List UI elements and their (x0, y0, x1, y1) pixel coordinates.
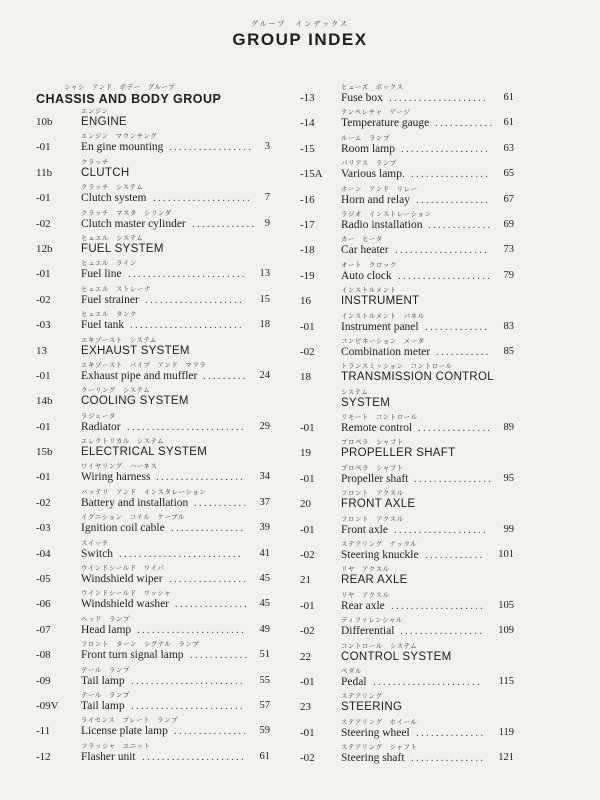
entry-page-number: 37 (259, 496, 270, 508)
entry-title: Fuel strainer (81, 293, 139, 306)
entry-code: -09 (36, 674, 51, 687)
entry-ruby: ラジオ インストレーション (341, 209, 432, 218)
index-entry (300, 590, 516, 615)
entry-ruby: ラジェータ (81, 411, 116, 420)
page-title (0, 20, 600, 50)
entry-page-number: 83 (503, 320, 514, 332)
entry-page-number: 59 (259, 725, 270, 737)
entry-ruby: クーリング システム (81, 386, 151, 395)
entry-code: 21 (300, 574, 311, 587)
entry-title: Steering wheel (341, 726, 410, 739)
page-title-wrap (232, 20, 368, 50)
index-entry (300, 158, 516, 183)
dot-leader: ................... (391, 599, 486, 612)
index-section-heading (300, 387, 516, 412)
entry-title: Exhaust pipe and muffler (81, 369, 198, 382)
entry-title: CONTROL SYSTEM (341, 650, 452, 663)
entry-ruby: ワイヤリング ハーネス (81, 462, 158, 471)
entry-code: -13 (300, 92, 315, 104)
entry-page-number: 105 (498, 599, 514, 611)
dot-leader: ........................ (128, 268, 247, 281)
entry-page-number: 55 (259, 674, 270, 686)
entry-page-number: 39 (259, 522, 270, 534)
entry-title: Various lamp. (341, 168, 405, 181)
entry-ruby: コントロール システム (341, 641, 418, 650)
entry-code: -01 (36, 268, 51, 281)
entry-page-number: 61 (259, 750, 270, 762)
index-entry (36, 487, 271, 512)
entry-title: Head lamp (81, 623, 132, 636)
entry-code: -02 (36, 293, 51, 306)
index-entry (36, 461, 271, 486)
dot-leader: ................... (394, 523, 489, 536)
entry-code: 15b (36, 446, 53, 459)
dot-leader: ................. (400, 625, 485, 638)
entry-ruby: リモート コントロール (341, 413, 418, 422)
entry-page-number: 63 (503, 142, 514, 154)
dot-leader: .............. (416, 726, 486, 739)
entry-code: -12 (36, 750, 51, 763)
entry-title: Windshield wiper (81, 573, 163, 586)
entry-title: Ignition coil cable (81, 522, 165, 535)
entry-code: -01 (36, 471, 51, 484)
entry-ruby: プロペラ シャフト (341, 438, 404, 447)
entry-page-number: 34 (259, 471, 270, 483)
dot-leader: ................ (411, 168, 491, 181)
index-section-heading (300, 641, 516, 666)
entry-title: Wiring harness (81, 471, 151, 484)
entry-ruby: ヘッド ランプ (81, 614, 130, 623)
entry-page-number: 79 (503, 269, 514, 281)
entry-ruby: ペダル (341, 666, 362, 675)
entry-title: Combination meter (341, 345, 431, 358)
entry-code: 20 (300, 498, 311, 511)
entry-title: Horn and relay (341, 193, 410, 206)
entry-title: Flasher unit (81, 750, 136, 763)
index-entry (36, 182, 271, 207)
entry-title: License plate lamp (81, 725, 168, 738)
entry-title: Temperature gauge (341, 117, 430, 130)
entry-code: -18 (300, 244, 315, 257)
entry-title: INSTRUMENT (341, 295, 420, 308)
page-title-ruby: グループ インデックス (250, 20, 350, 28)
entry-ruby: ウインドシールド ワイパ (81, 564, 165, 573)
entry-ruby: フラッシャ ユニット (81, 741, 151, 750)
index-section-heading (36, 335, 271, 360)
index-entry (300, 184, 516, 209)
dot-leader: ................... (398, 269, 493, 282)
entry-page-number: 7 (264, 192, 270, 204)
index-section-heading (36, 233, 271, 258)
entry-code: -06 (36, 598, 51, 611)
index-entry (300, 234, 516, 259)
entry-title: ELECTRICAL SYSTEM (81, 446, 208, 459)
dot-leader: ................ (414, 472, 494, 485)
index-entry (36, 538, 271, 563)
entry-title: ENGINE (81, 116, 127, 128)
entry-title: FUEL SYSTEM (81, 242, 164, 255)
entry-page-number: 18 (259, 319, 270, 331)
index-entry (36, 715, 271, 740)
dot-leader: ........... (194, 496, 249, 509)
dot-leader: ............... (416, 193, 491, 206)
entry-page-number: 3 (264, 141, 270, 153)
entry-code: -01 (300, 523, 315, 536)
entry-ruby: カー ヒータ (341, 235, 383, 244)
index-entry (300, 133, 516, 158)
group-heading-text: CHASSIS AND BODY GROUP (36, 92, 222, 106)
entry-title: Auto clock (341, 269, 392, 282)
dot-leader: .................... (389, 92, 488, 104)
entry-page-number: 41 (259, 547, 270, 559)
entry-page-number: 61 (503, 117, 514, 129)
entry-ruby: ヒュエル システム (81, 233, 144, 242)
entry-code: 13 (36, 344, 47, 357)
index-entry (300, 260, 516, 285)
entry-page-number: 101 (498, 549, 514, 561)
entry-code: -15A (300, 168, 323, 181)
entry-title: Front turn signal lamp (81, 649, 184, 662)
dot-leader: ...................... (373, 675, 482, 688)
entry-ruby: コンビネーション メータ (341, 336, 425, 345)
index-entry (300, 666, 516, 691)
entry-ruby: リヤ アクスル (341, 590, 390, 599)
group-heading (36, 82, 271, 106)
entry-ruby: バッテリ アンド インスタレーション (81, 487, 207, 496)
entry-ruby: ステアリング シャフト (341, 743, 418, 752)
entry-code: -02 (300, 752, 315, 765)
entry-code: -01 (300, 599, 315, 612)
entry-ruby: ヒュエル ストレーナ (81, 284, 151, 293)
index-section-heading (300, 564, 516, 589)
entry-ruby: インストルメント パネル (341, 311, 425, 320)
entry-title: CLUTCH (81, 166, 130, 179)
entry-code: -01 (36, 420, 51, 433)
entry-ruby: ヒュエル タンク (81, 310, 137, 319)
entry-code: -09V (36, 699, 59, 712)
entry-ruby: プロペラ シャフト (341, 463, 404, 472)
dot-leader: .................. (401, 142, 491, 155)
entry-page-number: 95 (503, 472, 514, 484)
dot-leader: ....................... (130, 319, 244, 332)
entry-title: Front axle (341, 523, 388, 536)
entry-ruby: エンジン マウンチング (81, 132, 158, 141)
index-entry (36, 258, 271, 283)
entry-title: Fuel tank (81, 319, 125, 332)
page-title-text: GROUP INDEX (232, 30, 368, 49)
entry-page-number: 13 (259, 268, 270, 280)
entry-ruby: ステアリング ホイール (341, 717, 418, 726)
entry-title: Instrument panel (341, 320, 419, 333)
entry-code: 11b (36, 166, 53, 179)
index-entry (300, 336, 516, 361)
entry-title: Clutch master cylinder (81, 217, 186, 230)
index-entry (36, 665, 271, 690)
entry-code: -15 (300, 142, 315, 155)
entry-ruby: イグニション コイル ケーブル (81, 513, 185, 522)
entry-title: Windshield washer (81, 598, 170, 611)
entry-ruby: システム (341, 387, 369, 396)
index-entry (36, 284, 271, 309)
entry-code: -03 (36, 522, 51, 535)
dot-leader: ............... (174, 725, 249, 738)
entry-ruby: エンジン (81, 107, 109, 115)
index-entry (300, 412, 516, 437)
entry-ruby: スイッチ (81, 538, 109, 547)
entry-title: STEERING (341, 701, 403, 714)
entry-code: -02 (36, 496, 51, 509)
entry-title: Steering knuckle (341, 549, 419, 562)
entry-ruby: ウインドシールド ワッシャ (81, 589, 172, 598)
entry-title: PROPELLER SHAFT (341, 447, 456, 460)
entry-page-number: 24 (259, 369, 270, 381)
dot-leader: ........... (436, 345, 491, 358)
dot-leader: .................... (145, 293, 244, 306)
entry-title: SYSTEM (341, 396, 391, 409)
entry-page-number: 99 (503, 523, 514, 535)
entry-title: FRONT AXLE (341, 498, 416, 511)
index-entry (300, 82, 516, 107)
dot-leader: ................. (169, 141, 254, 154)
entry-ruby: ホーン アンド リレー (341, 184, 418, 193)
index-entry (36, 309, 271, 334)
entry-ruby: フロント アクスル (341, 489, 404, 498)
entry-ruby: ライセンス プレート ランプ (81, 716, 179, 725)
entry-title: Tail lamp (81, 699, 125, 712)
dot-leader: ............ (190, 649, 250, 662)
entry-code: -02 (300, 345, 315, 358)
entry-page-number: 9 (264, 217, 270, 229)
index-entry (36, 563, 271, 588)
entry-ruby: ルーム ランプ (341, 133, 390, 142)
index-entry (300, 717, 516, 742)
entry-page-number: 69 (503, 218, 514, 230)
entry-code: -01 (300, 320, 315, 333)
entry-code: 19 (300, 447, 311, 460)
index-entry (36, 690, 271, 715)
index-section-heading (300, 285, 516, 310)
entry-code: -05 (36, 573, 51, 586)
entry-code: -07 (36, 623, 51, 636)
dot-leader: ....................... (131, 699, 245, 712)
entry-ruby: テンペレチャ ゲージ (341, 108, 411, 117)
entry-title: Propeller shaft (341, 472, 409, 485)
entry-title: COOLING SYSTEM (81, 395, 189, 408)
entry-code: 18 (300, 371, 311, 384)
entry-code: -19 (300, 269, 315, 282)
entry-ruby: エキゾースト パイプ アンド マフラ (81, 360, 207, 369)
entry-title: Clutch system (81, 192, 147, 205)
dot-leader: ................ (169, 573, 249, 586)
entry-page-number: 61 (503, 92, 514, 103)
entry-page-number: 67 (503, 193, 514, 205)
index-entry (36, 131, 271, 156)
entry-code: 14b (36, 395, 53, 408)
entry-code: -02 (36, 217, 51, 230)
entry-page-number: 45 (259, 573, 270, 585)
entry-ruby: エキゾースト システム (81, 335, 158, 344)
index-entry (36, 411, 271, 436)
index-section-heading (36, 157, 271, 182)
dot-leader: ................... (395, 244, 490, 257)
index-entry (300, 107, 516, 132)
entry-page-number: 85 (503, 345, 514, 357)
entry-title: Car heater (341, 244, 389, 257)
entry-page-number: 65 (503, 168, 514, 180)
left-column (36, 82, 271, 766)
index-entry (36, 360, 271, 385)
dot-leader: ............ (425, 549, 485, 562)
dot-leader: ............... (411, 752, 486, 765)
entry-page-number: 57 (259, 699, 270, 711)
index-entry (300, 209, 516, 234)
entry-ruby: オート クロック (341, 260, 397, 269)
index-entry (300, 463, 516, 488)
entry-page-number: 49 (259, 623, 270, 635)
index-entry (36, 741, 271, 766)
index-entry (300, 311, 516, 336)
index-entry (300, 615, 516, 640)
index-section-heading (36, 385, 271, 410)
index-entry (36, 588, 271, 613)
entry-code: 16 (300, 295, 311, 308)
dot-leader: ......... (203, 369, 248, 382)
index-entry (300, 539, 516, 564)
entry-code: -17 (300, 218, 315, 231)
entry-title: Differential (341, 625, 395, 638)
entry-ruby: フロント ターン シグナル ランプ (81, 640, 200, 649)
entry-title: Rear axle (341, 599, 385, 612)
entry-title: Fuse box (341, 92, 383, 104)
dot-leader: ............. (428, 218, 493, 231)
entry-ruby: ヒュエル ライン (81, 259, 137, 268)
group-heading-ruby: シャシ アンド ボデー グループ (64, 83, 176, 91)
entry-ruby: ステアリング (341, 692, 383, 701)
entry-ruby: テール ランプ (81, 665, 130, 674)
index-entry (300, 514, 516, 539)
index-entry (36, 512, 271, 537)
entry-code: -01 (300, 675, 315, 688)
entry-code: -01 (300, 472, 315, 485)
entry-title: Steering shaft (341, 752, 405, 765)
entry-code: -04 (36, 547, 51, 560)
entry-title: Radio installation (341, 218, 423, 231)
entry-title: EXHAUST SYSTEM (81, 344, 190, 357)
entry-ruby: フロント アクスル (341, 514, 404, 523)
entry-title: Pedal (341, 675, 367, 688)
dot-leader: ............ (435, 117, 495, 130)
entry-ruby: クラッチ システム (81, 183, 144, 192)
right-column (300, 82, 516, 768)
index-entry (36, 639, 271, 664)
entry-title: REAR AXLE (341, 574, 408, 587)
entry-code: 22 (300, 650, 311, 663)
entry-ruby: インストルメント (341, 286, 397, 295)
entry-code: -16 (300, 193, 315, 206)
index-section-heading (36, 436, 271, 461)
entry-ruby: クラッチ (81, 157, 109, 166)
entry-title: Battery and installation (81, 496, 189, 509)
entry-page-number: 109 (498, 625, 514, 637)
entry-page-number: 29 (259, 420, 270, 432)
entry-ruby: ディファレンシャル (341, 616, 403, 625)
index-section-heading (300, 361, 516, 386)
entry-title: Radiator (81, 420, 121, 433)
entry-page-number: 45 (259, 598, 270, 610)
dot-leader: ....................... (131, 674, 245, 687)
entry-page-number: 89 (503, 422, 514, 434)
entry-ruby: バリアス ランプ (341, 159, 397, 168)
entry-title: Switch (81, 547, 113, 560)
entry-page-number: 119 (498, 726, 514, 738)
entry-code: -14 (300, 117, 315, 130)
dot-leader: ............... (175, 598, 250, 611)
index-entry (36, 208, 271, 233)
dot-leader: ...................... (137, 623, 246, 636)
entry-title: Remote control (341, 422, 413, 435)
entry-title: TRANSMISSION CONTROL (341, 371, 494, 384)
dot-leader: ............... (171, 522, 246, 535)
entry-page-number: 51 (259, 649, 270, 661)
dot-leader: ..................... (142, 750, 246, 763)
entry-page-number: 73 (503, 244, 514, 256)
index-section-heading (300, 691, 516, 716)
entry-ruby: エレクトリカル システム (81, 437, 165, 446)
entry-code: -08 (36, 649, 51, 662)
entry-code: -02 (300, 549, 315, 562)
entry-page-number: 15 (259, 293, 270, 305)
dot-leader: ........................ (127, 420, 246, 433)
entry-code: -02 (300, 625, 315, 638)
index-section-heading (36, 106, 271, 131)
entry-title: En gine mounting (81, 141, 164, 154)
entry-ruby: ヒューズ ボックス (341, 83, 404, 91)
entry-page-number: 115 (498, 675, 514, 687)
entry-title: Tail lamp (81, 674, 125, 687)
index-section-heading (300, 437, 516, 462)
index-section-heading (300, 488, 516, 513)
dot-leader: .................... (153, 192, 252, 205)
entry-code: 12b (36, 242, 53, 255)
index-entry (300, 742, 516, 767)
entry-code: 10b (36, 116, 53, 128)
dot-leader: ............... (418, 422, 493, 435)
entry-code: -11 (36, 725, 51, 738)
entry-code: -01 (300, 422, 315, 435)
index-entry (36, 614, 271, 639)
entry-code: -03 (36, 319, 51, 332)
entry-code: -01 (36, 192, 51, 205)
entry-code: -01 (36, 369, 51, 382)
entry-ruby: ステアリング ナックル (341, 540, 418, 549)
dot-leader: ............. (192, 217, 257, 230)
dot-leader: ......................... (119, 547, 243, 560)
entry-code: -01 (36, 141, 51, 154)
entry-page-number: 121 (498, 752, 514, 764)
entry-ruby: クラッチ マスタ シリンダ (81, 208, 172, 217)
entry-code: -01 (300, 726, 315, 739)
dot-leader: .................. (156, 471, 246, 484)
entry-title: Fuel line (81, 268, 122, 281)
entry-ruby: リヤ アクスル (341, 565, 390, 574)
dot-leader: ............. (425, 320, 490, 333)
entry-title: Room lamp (341, 142, 395, 155)
entry-code: 23 (300, 701, 311, 714)
entry-ruby: トランスミッション コントロール (341, 362, 453, 371)
entry-ruby: テール ランプ (81, 690, 130, 699)
